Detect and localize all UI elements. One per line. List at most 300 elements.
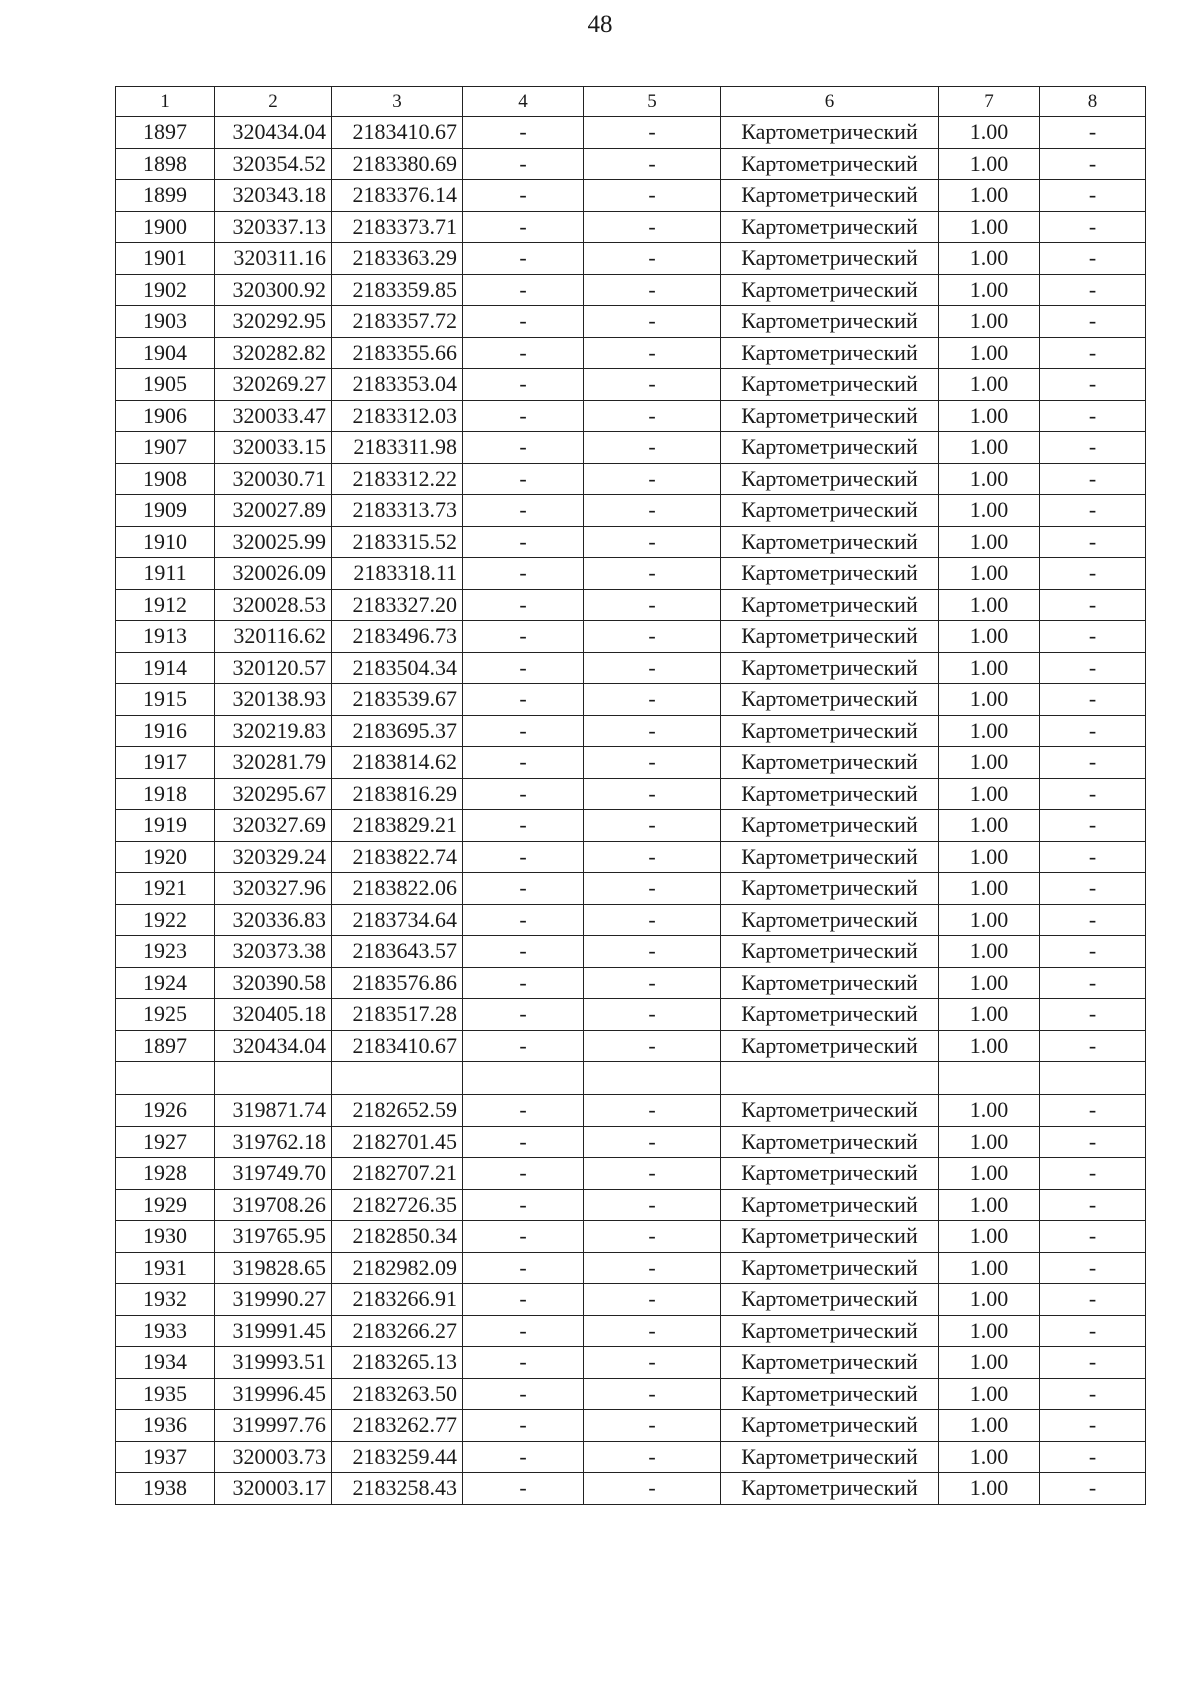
column-5-cell: - xyxy=(584,1095,721,1127)
table-row xyxy=(116,558,1146,590)
method-cell: Картометрический xyxy=(721,1347,939,1379)
x-coordinate-cell: 319708.26 xyxy=(215,1189,332,1221)
column-header-4: 4 xyxy=(463,87,584,117)
y-coordinate-cell: 2183829.21 xyxy=(332,810,463,842)
table-row xyxy=(116,1441,1146,1473)
column-5-cell: - xyxy=(584,1189,721,1221)
column-8-cell: - xyxy=(1040,180,1146,212)
column-5-cell: - xyxy=(584,1315,721,1347)
y-coordinate-cell: 2183312.22 xyxy=(332,463,463,495)
table-row xyxy=(116,1189,1146,1221)
table-row xyxy=(116,1126,1146,1158)
table-row xyxy=(116,117,1146,149)
column-4-cell: - xyxy=(463,936,584,968)
y-coordinate-cell: 2183327.20 xyxy=(332,589,463,621)
method-cell: Картометрический xyxy=(721,1030,939,1062)
column-8-cell: - xyxy=(1040,810,1146,842)
column-5-cell: - xyxy=(584,1473,721,1505)
point-number-cell: 1936 xyxy=(116,1410,215,1442)
table-row xyxy=(116,873,1146,905)
table-row xyxy=(116,810,1146,842)
accuracy-cell: 1.00 xyxy=(939,337,1040,369)
point-number-cell: 1919 xyxy=(116,810,215,842)
method-cell: Картометрический xyxy=(721,1441,939,1473)
column-8-cell: - xyxy=(1040,1158,1146,1190)
table-row xyxy=(116,306,1146,338)
point-number-cell: 1897 xyxy=(116,1030,215,1062)
table-row xyxy=(116,243,1146,275)
accuracy-cell: 1.00 xyxy=(939,1347,1040,1379)
column-5-cell: - xyxy=(584,1378,721,1410)
column-4-cell: - xyxy=(463,400,584,432)
y-coordinate-cell: 2183357.72 xyxy=(332,306,463,338)
empty-cell xyxy=(463,1062,584,1095)
x-coordinate-cell: 320120.57 xyxy=(215,652,332,684)
column-4-cell: - xyxy=(463,1126,584,1158)
column-4-cell: - xyxy=(463,904,584,936)
table-row xyxy=(116,1252,1146,1284)
column-5-cell: - xyxy=(584,243,721,275)
y-coordinate-cell: 2183822.74 xyxy=(332,841,463,873)
accuracy-cell: 1.00 xyxy=(939,967,1040,999)
y-coordinate-cell: 2183410.67 xyxy=(332,117,463,149)
x-coordinate-cell: 320327.69 xyxy=(215,810,332,842)
point-number-cell: 1934 xyxy=(116,1347,215,1379)
column-8-cell: - xyxy=(1040,1378,1146,1410)
column-5-cell: - xyxy=(584,117,721,149)
table-row xyxy=(116,495,1146,527)
column-5-cell: - xyxy=(584,400,721,432)
column-4-cell: - xyxy=(463,967,584,999)
empty-cell xyxy=(584,1062,721,1095)
table-row xyxy=(116,337,1146,369)
y-coordinate-cell: 2183258.43 xyxy=(332,1473,463,1505)
column-5-cell: - xyxy=(584,1410,721,1442)
column-5-cell: - xyxy=(584,337,721,369)
accuracy-cell: 1.00 xyxy=(939,558,1040,590)
y-coordinate-cell: 2183263.50 xyxy=(332,1378,463,1410)
column-4-cell: - xyxy=(463,1030,584,1062)
point-number-cell: 1915 xyxy=(116,684,215,716)
table-row xyxy=(116,1473,1146,1505)
column-8-cell: - xyxy=(1040,1189,1146,1221)
column-4-cell: - xyxy=(463,337,584,369)
y-coordinate-cell: 2183816.29 xyxy=(332,778,463,810)
accuracy-cell: 1.00 xyxy=(939,1221,1040,1253)
x-coordinate-cell: 319993.51 xyxy=(215,1347,332,1379)
column-5-cell: - xyxy=(584,1347,721,1379)
column-5-cell: - xyxy=(584,999,721,1031)
column-8-cell: - xyxy=(1040,1095,1146,1127)
table-row xyxy=(116,589,1146,621)
column-8-cell: - xyxy=(1040,337,1146,369)
table-row xyxy=(116,211,1146,243)
column-8-cell: - xyxy=(1040,1441,1146,1473)
column-4-cell: - xyxy=(463,1252,584,1284)
table-row xyxy=(116,1315,1146,1347)
accuracy-cell: 1.00 xyxy=(939,684,1040,716)
column-8-cell: - xyxy=(1040,148,1146,180)
accuracy-cell: 1.00 xyxy=(939,306,1040,338)
method-cell: Картометрический xyxy=(721,148,939,180)
y-coordinate-cell: 2182850.34 xyxy=(332,1221,463,1253)
column-4-cell: - xyxy=(463,148,584,180)
table-row xyxy=(116,652,1146,684)
coordinates-table xyxy=(115,86,1146,1505)
table-row xyxy=(116,967,1146,999)
y-coordinate-cell: 2183643.57 xyxy=(332,936,463,968)
y-coordinate-cell: 2183576.86 xyxy=(332,967,463,999)
y-coordinate-cell: 2183814.62 xyxy=(332,747,463,779)
point-number-cell: 1937 xyxy=(116,1441,215,1473)
x-coordinate-cell: 320027.89 xyxy=(215,495,332,527)
point-number-cell: 1909 xyxy=(116,495,215,527)
x-coordinate-cell: 320219.83 xyxy=(215,715,332,747)
column-4-cell: - xyxy=(463,274,584,306)
column-header-7: 7 xyxy=(939,87,1040,117)
table-row xyxy=(116,400,1146,432)
x-coordinate-cell: 320033.47 xyxy=(215,400,332,432)
table-row xyxy=(116,369,1146,401)
column-4-cell: - xyxy=(463,684,584,716)
method-cell: Картометрический xyxy=(721,1378,939,1410)
column-8-cell: - xyxy=(1040,432,1146,464)
column-header-1: 1 xyxy=(116,87,215,117)
y-coordinate-cell: 2183318.11 xyxy=(332,558,463,590)
column-4-cell: - xyxy=(463,558,584,590)
method-cell: Картометрический xyxy=(721,337,939,369)
accuracy-cell: 1.00 xyxy=(939,1126,1040,1158)
accuracy-cell: 1.00 xyxy=(939,526,1040,558)
method-cell: Картометрический xyxy=(721,180,939,212)
column-4-cell: - xyxy=(463,306,584,338)
column-5-cell: - xyxy=(584,463,721,495)
accuracy-cell: 1.00 xyxy=(939,1252,1040,1284)
x-coordinate-cell: 320337.13 xyxy=(215,211,332,243)
method-cell: Картометрический xyxy=(721,369,939,401)
accuracy-cell: 1.00 xyxy=(939,180,1040,212)
point-number-cell: 1931 xyxy=(116,1252,215,1284)
accuracy-cell: 1.00 xyxy=(939,747,1040,779)
table-row xyxy=(116,936,1146,968)
column-8-cell: - xyxy=(1040,1410,1146,1442)
y-coordinate-cell: 2183311.98 xyxy=(332,432,463,464)
method-cell: Картометрический xyxy=(721,1189,939,1221)
y-coordinate-cell: 2183734.64 xyxy=(332,904,463,936)
x-coordinate-cell: 320030.71 xyxy=(215,463,332,495)
method-cell: Картометрический xyxy=(721,841,939,873)
column-8-cell: - xyxy=(1040,117,1146,149)
table-row xyxy=(116,463,1146,495)
column-4-cell: - xyxy=(463,1315,584,1347)
accuracy-cell: 1.00 xyxy=(939,1189,1040,1221)
accuracy-cell: 1.00 xyxy=(939,1441,1040,1473)
y-coordinate-cell: 2183410.67 xyxy=(332,1030,463,1062)
method-cell: Картометрический xyxy=(721,558,939,590)
y-coordinate-cell: 2183373.71 xyxy=(332,211,463,243)
column-8-cell: - xyxy=(1040,936,1146,968)
x-coordinate-cell: 319871.74 xyxy=(215,1095,332,1127)
column-5-cell: - xyxy=(584,873,721,905)
y-coordinate-cell: 2183504.34 xyxy=(332,652,463,684)
accuracy-cell: 1.00 xyxy=(939,369,1040,401)
empty-cell xyxy=(721,1062,939,1095)
y-coordinate-cell: 2183376.14 xyxy=(332,180,463,212)
y-coordinate-cell: 2183695.37 xyxy=(332,715,463,747)
method-cell: Картометрический xyxy=(721,904,939,936)
accuracy-cell: 1.00 xyxy=(939,148,1040,180)
y-coordinate-cell: 2183259.44 xyxy=(332,1441,463,1473)
column-5-cell: - xyxy=(584,589,721,621)
column-4-cell: - xyxy=(463,747,584,779)
column-4-cell: - xyxy=(463,180,584,212)
y-coordinate-cell: 2183353.04 xyxy=(332,369,463,401)
column-header-6: 6 xyxy=(721,87,939,117)
point-number-cell: 1906 xyxy=(116,400,215,432)
column-8-cell: - xyxy=(1040,621,1146,653)
column-5-cell: - xyxy=(584,652,721,684)
y-coordinate-cell: 2182701.45 xyxy=(332,1126,463,1158)
column-5-cell: - xyxy=(584,747,721,779)
column-5-cell: - xyxy=(584,778,721,810)
column-4-cell: - xyxy=(463,1284,584,1316)
point-number-cell: 1932 xyxy=(116,1284,215,1316)
column-4-cell: - xyxy=(463,652,584,684)
accuracy-cell: 1.00 xyxy=(939,1315,1040,1347)
column-8-cell: - xyxy=(1040,463,1146,495)
point-number-cell: 1924 xyxy=(116,967,215,999)
column-5-cell: - xyxy=(584,841,721,873)
accuracy-cell: 1.00 xyxy=(939,432,1040,464)
table-row xyxy=(116,684,1146,716)
table-separator-row xyxy=(116,1062,1146,1095)
table-row xyxy=(116,274,1146,306)
column-8-cell: - xyxy=(1040,526,1146,558)
column-5-cell: - xyxy=(584,558,721,590)
x-coordinate-cell: 320390.58 xyxy=(215,967,332,999)
point-number-cell: 1905 xyxy=(116,369,215,401)
table-row xyxy=(116,778,1146,810)
x-coordinate-cell: 320269.27 xyxy=(215,369,332,401)
method-cell: Картометрический xyxy=(721,400,939,432)
point-number-cell: 1922 xyxy=(116,904,215,936)
point-number-cell: 1918 xyxy=(116,778,215,810)
x-coordinate-cell: 320300.92 xyxy=(215,274,332,306)
x-coordinate-cell: 319828.65 xyxy=(215,1252,332,1284)
method-cell: Картометрический xyxy=(721,747,939,779)
column-8-cell: - xyxy=(1040,211,1146,243)
x-coordinate-cell: 320003.73 xyxy=(215,1441,332,1473)
point-number-cell: 1938 xyxy=(116,1473,215,1505)
column-4-cell: - xyxy=(463,463,584,495)
point-number-cell: 1921 xyxy=(116,873,215,905)
column-8-cell: - xyxy=(1040,1284,1146,1316)
column-5-cell: - xyxy=(584,495,721,527)
y-coordinate-cell: 2183313.73 xyxy=(332,495,463,527)
method-cell: Картометрический xyxy=(721,1315,939,1347)
point-number-cell: 1926 xyxy=(116,1095,215,1127)
column-5-cell: - xyxy=(584,1126,721,1158)
column-4-cell: - xyxy=(463,1189,584,1221)
accuracy-cell: 1.00 xyxy=(939,1284,1040,1316)
point-number-cell: 1914 xyxy=(116,652,215,684)
point-number-cell: 1900 xyxy=(116,211,215,243)
method-cell: Картометрический xyxy=(721,715,939,747)
column-5-cell: - xyxy=(584,967,721,999)
column-header-8: 8 xyxy=(1040,87,1146,117)
accuracy-cell: 1.00 xyxy=(939,243,1040,275)
empty-cell xyxy=(1040,1062,1146,1095)
method-cell: Картометрический xyxy=(721,1126,939,1158)
method-cell: Картометрический xyxy=(721,1158,939,1190)
method-cell: Картометрический xyxy=(721,117,939,149)
point-number-cell: 1920 xyxy=(116,841,215,873)
column-5-cell: - xyxy=(584,904,721,936)
accuracy-cell: 1.00 xyxy=(939,463,1040,495)
column-4-cell: - xyxy=(463,117,584,149)
method-cell: Картометрический xyxy=(721,621,939,653)
point-number-cell: 1933 xyxy=(116,1315,215,1347)
y-coordinate-cell: 2183312.03 xyxy=(332,400,463,432)
table-row xyxy=(116,904,1146,936)
table-row xyxy=(116,148,1146,180)
point-number-cell: 1907 xyxy=(116,432,215,464)
table-row xyxy=(116,1378,1146,1410)
column-8-cell: - xyxy=(1040,904,1146,936)
accuracy-cell: 1.00 xyxy=(939,495,1040,527)
point-number-cell: 1930 xyxy=(116,1221,215,1253)
method-cell: Картометрический xyxy=(721,1473,939,1505)
table-row xyxy=(116,715,1146,747)
point-number-cell: 1902 xyxy=(116,274,215,306)
column-4-cell: - xyxy=(463,526,584,558)
method-cell: Картометрический xyxy=(721,873,939,905)
table-header-row xyxy=(116,87,1146,117)
table-row xyxy=(116,841,1146,873)
empty-cell xyxy=(116,1062,215,1095)
column-8-cell: - xyxy=(1040,558,1146,590)
method-cell: Картометрический xyxy=(721,306,939,338)
column-8-cell: - xyxy=(1040,999,1146,1031)
column-4-cell: - xyxy=(463,1473,584,1505)
accuracy-cell: 1.00 xyxy=(939,810,1040,842)
y-coordinate-cell: 2183496.73 xyxy=(332,621,463,653)
x-coordinate-cell: 319765.95 xyxy=(215,1221,332,1253)
method-cell: Картометрический xyxy=(721,1252,939,1284)
x-coordinate-cell: 320028.53 xyxy=(215,589,332,621)
method-cell: Картометрический xyxy=(721,243,939,275)
point-number-cell: 1898 xyxy=(116,148,215,180)
accuracy-cell: 1.00 xyxy=(939,999,1040,1031)
column-8-cell: - xyxy=(1040,589,1146,621)
accuracy-cell: 1.00 xyxy=(939,936,1040,968)
point-number-cell: 1912 xyxy=(116,589,215,621)
page-number: 48 xyxy=(587,11,613,38)
x-coordinate-cell: 320434.04 xyxy=(215,117,332,149)
column-5-cell: - xyxy=(584,1441,721,1473)
x-coordinate-cell: 320138.93 xyxy=(215,684,332,716)
x-coordinate-cell: 320405.18 xyxy=(215,999,332,1031)
column-5-cell: - xyxy=(584,1221,721,1253)
y-coordinate-cell: 2183359.85 xyxy=(332,274,463,306)
x-coordinate-cell: 320116.62 xyxy=(215,621,332,653)
column-8-cell: - xyxy=(1040,1252,1146,1284)
column-5-cell: - xyxy=(584,810,721,842)
table-row xyxy=(116,1347,1146,1379)
accuracy-cell: 1.00 xyxy=(939,621,1040,653)
y-coordinate-cell: 2183262.77 xyxy=(332,1410,463,1442)
method-cell: Картометрический xyxy=(721,936,939,968)
x-coordinate-cell: 320025.99 xyxy=(215,526,332,558)
empty-cell xyxy=(215,1062,332,1095)
column-4-cell: - xyxy=(463,873,584,905)
column-5-cell: - xyxy=(584,526,721,558)
column-4-cell: - xyxy=(463,1158,584,1190)
y-coordinate-cell: 2183266.91 xyxy=(332,1284,463,1316)
method-cell: Картометрический xyxy=(721,211,939,243)
column-4-cell: - xyxy=(463,243,584,275)
x-coordinate-cell: 320281.79 xyxy=(215,747,332,779)
column-4-cell: - xyxy=(463,495,584,527)
table-row xyxy=(116,1284,1146,1316)
method-cell: Картометрический xyxy=(721,1221,939,1253)
y-coordinate-cell: 2183363.29 xyxy=(332,243,463,275)
accuracy-cell: 1.00 xyxy=(939,274,1040,306)
x-coordinate-cell: 320336.83 xyxy=(215,904,332,936)
method-cell: Картометрический xyxy=(721,432,939,464)
column-4-cell: - xyxy=(463,1441,584,1473)
y-coordinate-cell: 2183539.67 xyxy=(332,684,463,716)
column-4-cell: - xyxy=(463,778,584,810)
point-number-cell: 1897 xyxy=(116,117,215,149)
column-5-cell: - xyxy=(584,621,721,653)
method-cell: Картометрический xyxy=(721,495,939,527)
table-row xyxy=(116,1221,1146,1253)
y-coordinate-cell: 2182726.35 xyxy=(332,1189,463,1221)
point-number-cell: 1901 xyxy=(116,243,215,275)
x-coordinate-cell: 320282.82 xyxy=(215,337,332,369)
column-5-cell: - xyxy=(584,1284,721,1316)
point-number-cell: 1910 xyxy=(116,526,215,558)
method-cell: Картометрический xyxy=(721,967,939,999)
column-4-cell: - xyxy=(463,211,584,243)
y-coordinate-cell: 2183315.52 xyxy=(332,526,463,558)
x-coordinate-cell: 320292.95 xyxy=(215,306,332,338)
method-cell: Картометрический xyxy=(721,274,939,306)
method-cell: Картометрический xyxy=(721,999,939,1031)
column-4-cell: - xyxy=(463,369,584,401)
x-coordinate-cell: 320327.96 xyxy=(215,873,332,905)
column-5-cell: - xyxy=(584,715,721,747)
point-number-cell: 1913 xyxy=(116,621,215,653)
column-4-cell: - xyxy=(463,1347,584,1379)
x-coordinate-cell: 319996.45 xyxy=(215,1378,332,1410)
column-8-cell: - xyxy=(1040,747,1146,779)
column-8-cell: - xyxy=(1040,1473,1146,1505)
x-coordinate-cell: 320295.67 xyxy=(215,778,332,810)
column-8-cell: - xyxy=(1040,1221,1146,1253)
accuracy-cell: 1.00 xyxy=(939,1378,1040,1410)
column-8-cell: - xyxy=(1040,1126,1146,1158)
column-8-cell: - xyxy=(1040,873,1146,905)
column-4-cell: - xyxy=(463,589,584,621)
accuracy-cell: 1.00 xyxy=(939,211,1040,243)
method-cell: Картометрический xyxy=(721,589,939,621)
column-5-cell: - xyxy=(584,369,721,401)
method-cell: Картометрический xyxy=(721,778,939,810)
point-number-cell: 1917 xyxy=(116,747,215,779)
accuracy-cell: 1.00 xyxy=(939,400,1040,432)
